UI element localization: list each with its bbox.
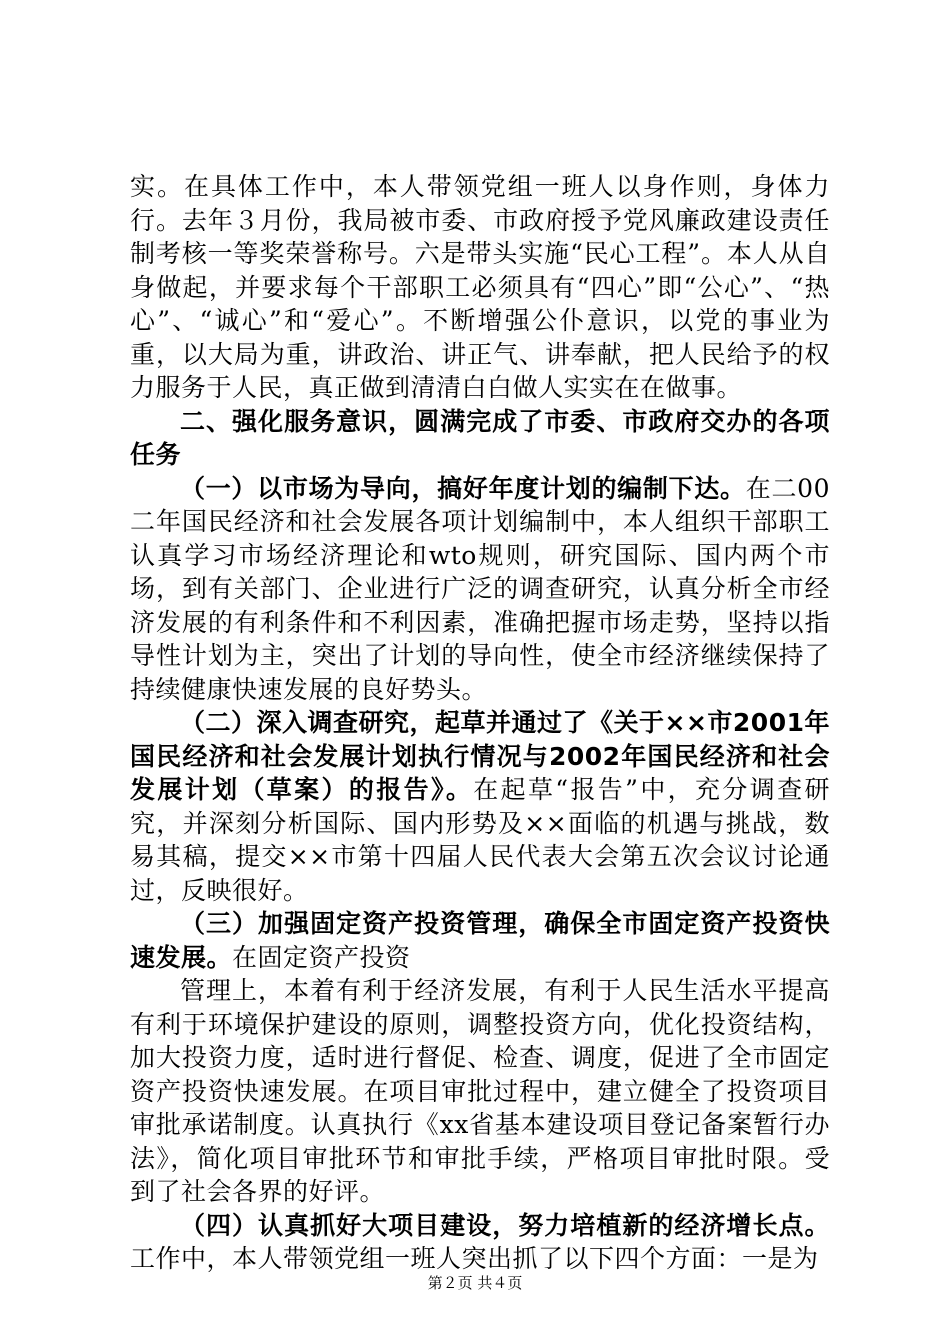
paragraph-body: 在二00二年国民经济和社会发展各项计划编制中，本人组织干部职工认真学习市场经济理论和wto规则，研究国际、国内两个市场，到有关部门、企业进行广泛的调查研究，认真分析全市经济发展的有利条件和不利因素，准确把握市场走势，坚持以指导性计划为主，突出了计划的导向性，使全市经济继续保持了持续健康快速发展的良好势头。	[130, 473, 830, 704]
section-heading: 二、强化服务意识，圆满完成了市委、市政府交办的各项任务	[130, 406, 830, 469]
paragraph-body: 工作中，本人带领党组一班人突出抓了以下四个方面：一是为	[130, 1244, 819, 1273]
paragraph	[130, 472, 830, 707]
paragraph	[130, 907, 830, 974]
paragraph	[130, 1209, 830, 1276]
paragraph-lead: （二）深入调查研究，起草并通过了《关于××市2001年国民经济和社会发展计划执行情况与2002年国民经济和社会发展计划（草案）的报告》。	[130, 708, 830, 804]
page-footer: 第２页 共４页	[427, 1274, 523, 1292]
paragraph-body: 在起草“报告”中，充分调查研究，并深刻分析国际、国内形势及××面临的机遇与挑战，数易其稿，提交××市第十四届人民代表大会第五次会议讨论通过，反映很好。	[130, 775, 830, 905]
paragraph-body: 在固定资产投资	[232, 942, 411, 972]
paragraph	[130, 706, 830, 907]
paragraph: 管理上，本着有利于经济发展，有利于人民生活水平提高有利于环境保护建设的原则，调整投资方向，优化投资结构，加大投资力度，适时进行督促、检查、调度，促进了全市固定资产投资快速发展。在项目审批过程中，建立健全了投资项目审批承诺制度。认真执行《xx省基本建设项目登记备案暂行办法》，简化项目审批环节和审批手续，严格项目审批时限。受到了社会各界的好评。	[130, 976, 830, 1206]
paragraph-lead: （三）加强固定资产投资管理，确保全市固定资产投资快速发展。	[130, 909, 830, 972]
paragraph-lead: （一）以市场为导向，搞好年度计划的编制下达。	[180, 473, 746, 503]
paragraph-lead: （四）认真抓好大项目建设，努力培植新的经济增长点。	[180, 1210, 830, 1240]
body-text	[130, 170, 830, 1276]
paragraph: 实。在具体工作中，本人带领党组一班人以身作则，身体力行。去年３月份，我局被市委、市政府授予党风廉政建设责任制考核一等奖荣誉称号。六是带头实施“民心工程”。本人从自身做起，并要求每个干部职工必须具有“四心”即“公心”、“热心”、“诚心”和“爱心”。不断增强公仆意识，以党的事业为重，以大局为重，讲政治、讲正气、讲奉献，把人民给予的权力服务于人民，真正做到清清白白做人实实在在做事。	[130, 172, 830, 402]
